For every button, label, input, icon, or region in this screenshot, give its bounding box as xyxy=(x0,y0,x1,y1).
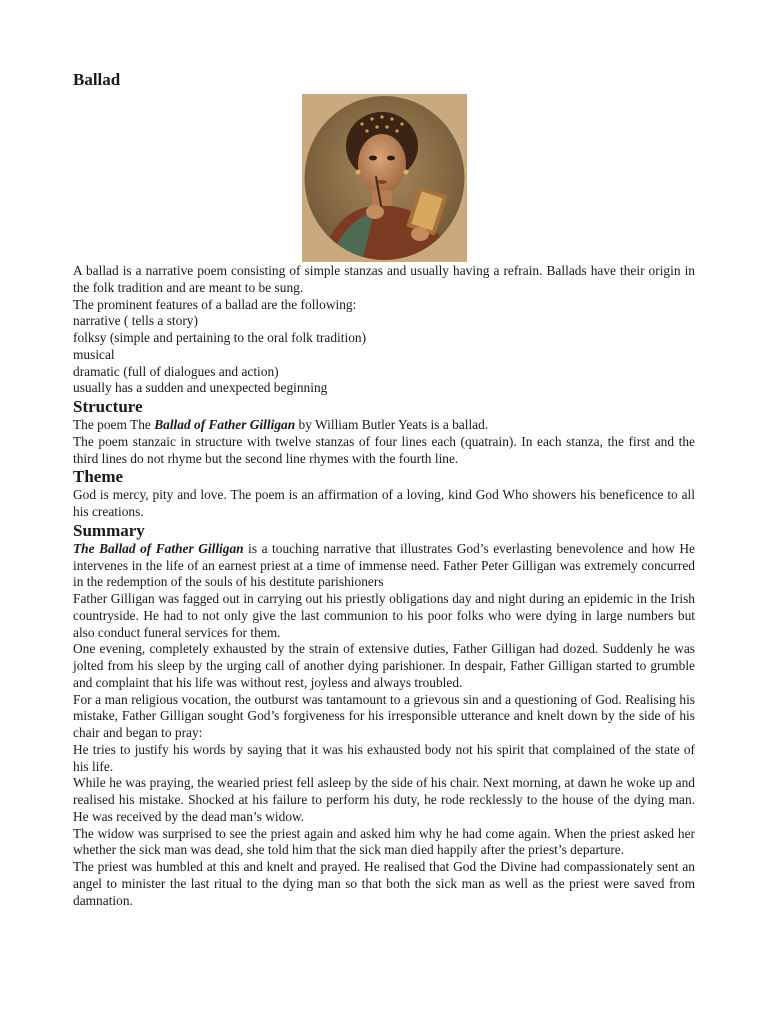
summary-paragraph: While he was praying, the wearied priest fell asleep by the side of his chair. Next morning, at dawn he woke up and realised his mistake. Shocked at his failure to perform his duty, he rode recklessly to the house of the dying man. He was received by the dead man’s widow. xyxy=(73,775,695,824)
summary-paragraph: The priest was humbled at this and knelt and prayed. He realised that God the Divine had compassionately sent an angel to minister the last ritual to the dying man so that both the sick man as well as the priest were saved from damnation. xyxy=(73,859,695,908)
feature-item: dramatic (full of dialogues and action) xyxy=(73,363,279,379)
structure-line-post: by William Butler Yeats is a ballad. xyxy=(295,417,489,432)
structure-paragraph: The poem stanzaic in structure with twelve stanzas of four lines each (quatrain). In each stanza, the first and the third lines do not rhyme but the second line rhymes with the fourth line. xyxy=(73,433,695,466)
poem-title: Ballad of Father Gilligan xyxy=(154,417,296,432)
summary-paragraph: One evening, completely exhausted by the strain of extensive duties, Father Gilligan had dozed. Suddenly he was jolted from his sleep by the urging call of another dying parishioner. In despair, Father Gilligan started to grumble and complaint that his life was without rest, joyless and always troubled. xyxy=(73,641,695,690)
structure-line xyxy=(73,417,695,434)
document-page xyxy=(73,66,695,909)
summary-text: is a touching narrative that illustrates God’s everlasting benevolence and how He intervenes in the life of an earnest priest at a time of immense need. Father Peter Gilligan was extremely concurred in the redemption of the souls of his destitute parishioners xyxy=(73,540,695,590)
structure-line-pre: The poem The xyxy=(73,417,155,432)
structure-heading: Structure xyxy=(73,397,143,416)
summary-poem-title: The Ballad of Father Gilligan xyxy=(73,540,244,556)
feature-item: narrative ( tells a story) xyxy=(73,313,198,329)
summary-paragraph xyxy=(73,541,695,591)
fresco-portrait-graphic xyxy=(302,94,467,262)
feature-item: folksy (simple and pertaining to the oral folk tradition) xyxy=(73,330,367,345)
theme-heading: Theme xyxy=(73,467,124,487)
summary-paragraph: The widow was surprised to see the priest again and asked him why he had come again. When the priest asked her whether the sick man was dead, she told him that the sick man died happily after the priest’s departure. xyxy=(73,825,695,858)
page-title: Ballad xyxy=(73,70,121,89)
ballad-definition: A ballad is a narrative poem consisting of simple stanzas and usually having a refrain. Ballads have their origin in the folk tradition and are meant to be sung. xyxy=(73,263,695,295)
summary-paragraph: For a man religious vocation, the outburst was tantamount to a grievous sin and a questioning of God. Realising his mistake, Father Gilligan sought God’s forgiveness for his irresponsible utterance and knelt down by the side of his chair and began to pray: xyxy=(73,691,695,740)
feature-item: usually has a sudden and unexpected beginning xyxy=(73,380,328,396)
features-lead: The prominent features of a ballad are the following: xyxy=(73,296,357,312)
summary-paragraph: He tries to justify his words by saying that it was his exhausted body not his spirit that complained of the state of his life. xyxy=(73,741,695,774)
theme-paragraph: God is mercy, pity and love. The poem is an affirmation of a loving, kind God Who showers his beneficence to all his creations. xyxy=(73,487,695,519)
portrait-image xyxy=(302,94,467,262)
summary-paragraph: Father Gilligan was fagged out in carrying out his priestly obligations day and night during an epidemic in the Irish countryside. He had to not only give the last communion to his poor folks who were dying in large numbers but also conduct funeral services for them. xyxy=(73,591,695,640)
summary-heading: Summary xyxy=(73,520,145,540)
feature-item: musical xyxy=(73,346,115,362)
